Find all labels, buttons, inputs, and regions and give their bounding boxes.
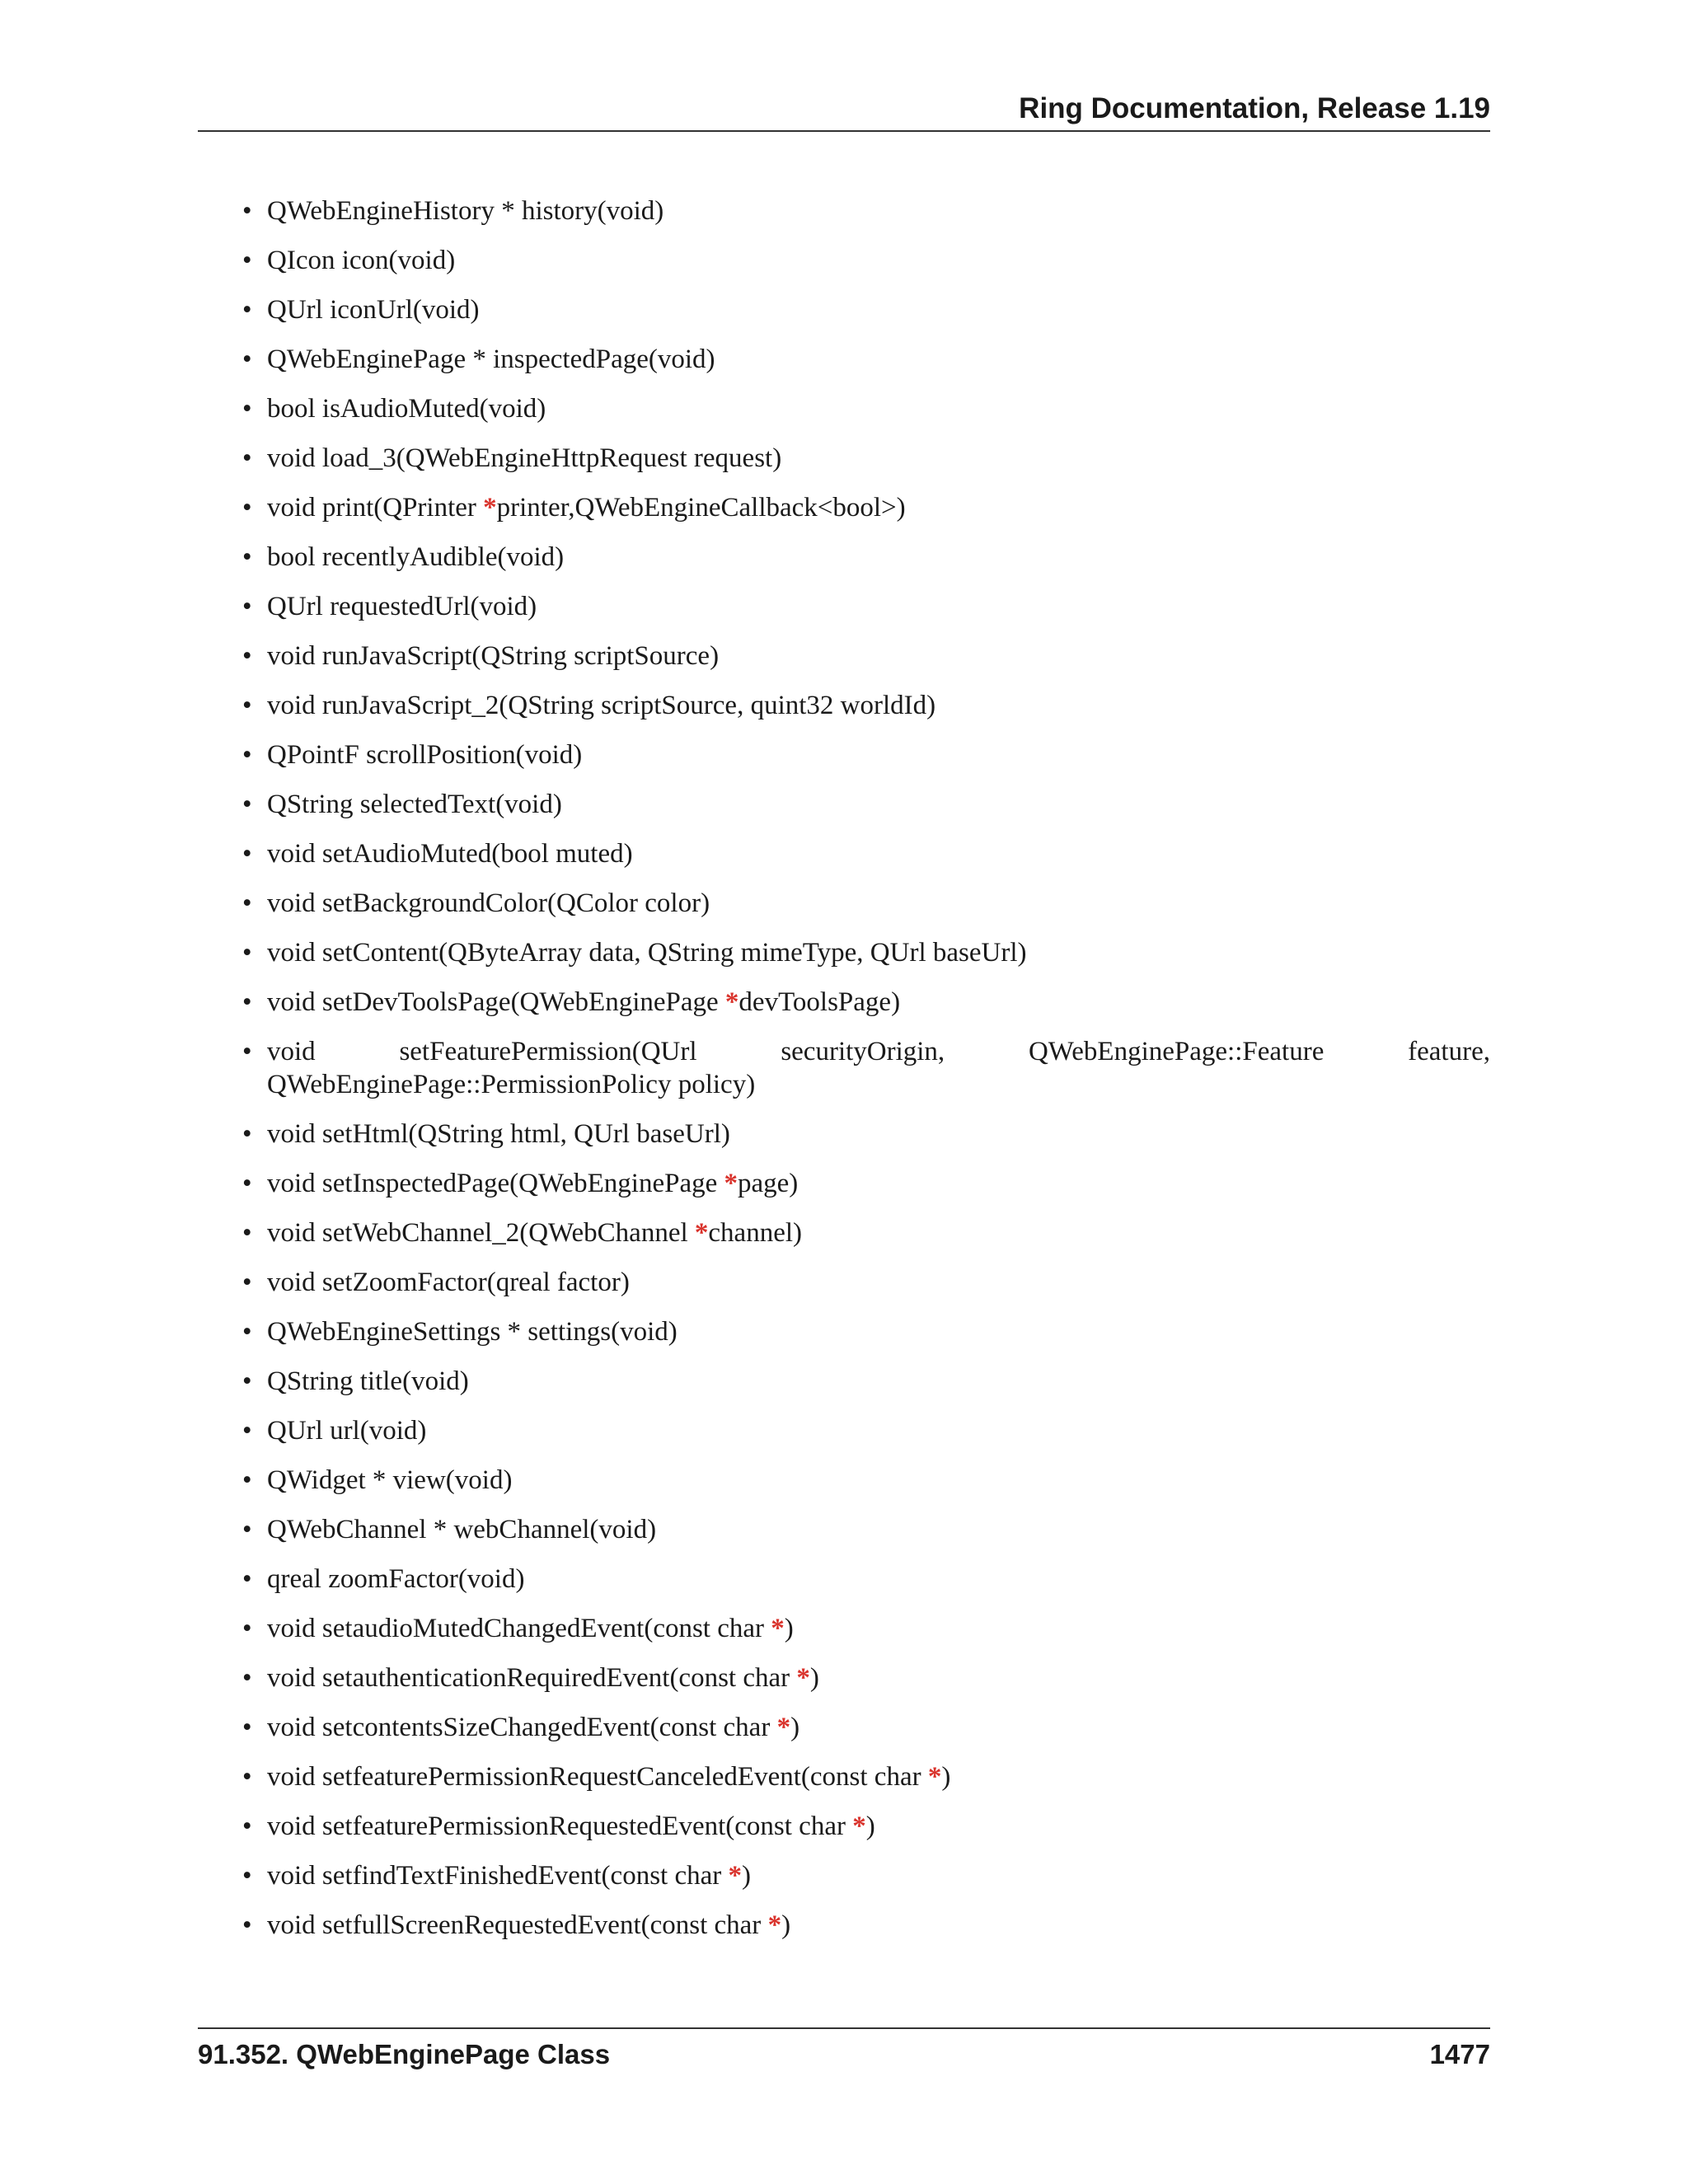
- list-item: [239, 640, 1490, 673]
- method-signature: void load_3(QWebEngineHttpRequest request): [267, 443, 782, 473]
- list-item: [239, 293, 1490, 326]
- method-list: [239, 194, 1490, 1958]
- method-signature: void setWebChannel_2(QWebChannel: [267, 1218, 695, 1248]
- list-item: [239, 1612, 1490, 1645]
- method-signature-rest: printer,QWebEngineCallback<bool>): [496, 493, 906, 523]
- list-item: [239, 1216, 1490, 1249]
- list-item: [239, 837, 1490, 870]
- method-signature-rest: ): [809, 1663, 819, 1693]
- method-signature: QString title(void): [267, 1366, 469, 1396]
- method-signature: bool isAudioMuted(void): [267, 394, 546, 424]
- method-signature: void setcontentsSizeChangedEvent(const char: [267, 1713, 777, 1742]
- list-item-word: • void: [267, 1037, 316, 1066]
- page-footer: [198, 2027, 1490, 2085]
- list-item-line: [267, 1035, 1490, 1068]
- method-signature-rest: devToolsPage): [738, 987, 901, 1017]
- method-signature-rest: ): [781, 1910, 791, 1940]
- list-item: [239, 936, 1490, 969]
- method-signature: QPointF scrollPosition(void): [267, 740, 583, 770]
- list-item: [239, 541, 1490, 574]
- method-signature: QUrl iconUrl(void): [267, 295, 480, 325]
- method-signature-rest: ): [742, 1861, 751, 1891]
- list-item-word: securityOrigin,: [781, 1037, 945, 1066]
- method-signature: void setfeaturePermissionRequestCanceledEvent(const char: [267, 1762, 928, 1792]
- list-item: [239, 1909, 1490, 1942]
- list-item: [239, 590, 1490, 623]
- method-signature: QWidget * view(void): [267, 1465, 513, 1495]
- list-item: [239, 1365, 1490, 1398]
- method-signature: void setInspectedPage(QWebEnginePage: [267, 1169, 724, 1198]
- pointer-asterisk: *: [927, 1762, 942, 1792]
- pointer-asterisk: *: [724, 1169, 738, 1198]
- list-item: [239, 689, 1490, 722]
- list-item: [239, 1414, 1490, 1447]
- method-signature: qreal zoomFactor(void): [267, 1564, 525, 1594]
- pointer-asterisk: *: [724, 987, 739, 1017]
- pointer-asterisk: *: [728, 1861, 742, 1891]
- method-signature: QWebEnginePage * inspectedPage(void): [267, 344, 715, 374]
- method-signature-rest: channel): [708, 1218, 803, 1248]
- list-item: [239, 1661, 1490, 1694]
- pointer-asterisk: *: [852, 1811, 866, 1841]
- method-signature: void setBackgroundColor(QColor color): [267, 888, 710, 918]
- list-item: [239, 244, 1490, 277]
- method-signature: void setHtml(QString html, QUrl baseUrl): [267, 1119, 730, 1149]
- method-signature: void setAudioMuted(bool muted): [267, 839, 633, 869]
- method-signature: QWebChannel * webChannel(void): [267, 1515, 657, 1544]
- method-signature: QWebEngineHistory * history(void): [267, 196, 664, 226]
- list-item: [239, 194, 1490, 227]
- list-item: [239, 1035, 1490, 1101]
- list-item: [239, 887, 1490, 920]
- pointer-asterisk: *: [796, 1663, 810, 1693]
- method-signature: QString selectedText(void): [267, 790, 562, 819]
- method-signature: void setContent(QByteArray data, QString mimeType, QUrl baseUrl): [267, 938, 1027, 968]
- method-signature-rest: ): [865, 1811, 875, 1841]
- section-title: 91.352. QWebEnginePage Class: [198, 2039, 611, 2069]
- page-header: [198, 91, 1490, 132]
- method-signature: void setauthenticationRequiredEvent(const char: [267, 1663, 797, 1693]
- list-item-word: QWebEnginePage::Feature: [1028, 1037, 1325, 1066]
- method-signature: void setfullScreenRequestedEvent(const char: [267, 1910, 768, 1940]
- list-item: [239, 1859, 1490, 1892]
- pointer-asterisk: *: [694, 1218, 709, 1248]
- method-signature: QWebEngineSettings * settings(void): [267, 1317, 678, 1347]
- pointer-asterisk: *: [483, 493, 497, 523]
- list-item: [239, 986, 1490, 1019]
- list-item-line: QWebEnginePage::PermissionPolicy policy): [267, 1070, 756, 1099]
- method-signature: QIcon icon(void): [267, 246, 456, 275]
- list-item: [239, 392, 1490, 425]
- list-item: [239, 1118, 1490, 1151]
- method-signature-rest: ): [784, 1614, 794, 1643]
- method-signature-rest: ): [941, 1762, 951, 1792]
- list-item: [239, 788, 1490, 821]
- method-signature-rest: ): [790, 1713, 800, 1742]
- method-signature-rest: page): [738, 1169, 799, 1198]
- document-title: Ring Documentation, Release 1.19: [1019, 92, 1490, 124]
- list-item: [239, 1711, 1490, 1744]
- method-signature: bool recentlyAudible(void): [267, 542, 565, 572]
- method-signature: void setDevToolsPage(QWebEnginePage: [267, 987, 725, 1017]
- method-signature: void setZoomFactor(qreal factor): [267, 1268, 630, 1297]
- list-item: [239, 1266, 1490, 1299]
- list-item: [239, 1315, 1490, 1348]
- list-item: [239, 1760, 1490, 1793]
- method-signature: void runJavaScript_2(QString scriptSource, quint32 worldId): [267, 691, 936, 720]
- method-signature: void setaudioMutedChangedEvent(const char: [267, 1614, 771, 1643]
- pointer-asterisk: *: [776, 1713, 791, 1742]
- method-signature: void setfeaturePermissionRequestedEvent(const char: [267, 1811, 853, 1841]
- list-item: [239, 1464, 1490, 1497]
- list-item: [239, 343, 1490, 376]
- method-signature: void setfindTextFinishedEvent(const char: [267, 1861, 729, 1891]
- list-item-word: setFeaturePermission(QUrl: [399, 1037, 697, 1066]
- method-signature: void runJavaScript(QString scriptSource): [267, 641, 720, 671]
- list-item-word: feature,: [1408, 1037, 1490, 1066]
- list-item: [239, 491, 1490, 524]
- list-item: [239, 1810, 1490, 1843]
- pointer-asterisk: *: [771, 1614, 785, 1643]
- method-signature: QUrl requestedUrl(void): [267, 592, 537, 621]
- pointer-asterisk: *: [767, 1910, 782, 1940]
- list-item: [239, 1563, 1490, 1596]
- page-number: 1477: [1429, 2039, 1490, 2069]
- list-item: [239, 442, 1490, 475]
- list-item: [239, 1167, 1490, 1200]
- method-signature: QUrl url(void): [267, 1416, 427, 1446]
- list-item: [239, 1513, 1490, 1546]
- method-signature: void print(QPrinter: [267, 493, 484, 523]
- list-item: [239, 738, 1490, 771]
